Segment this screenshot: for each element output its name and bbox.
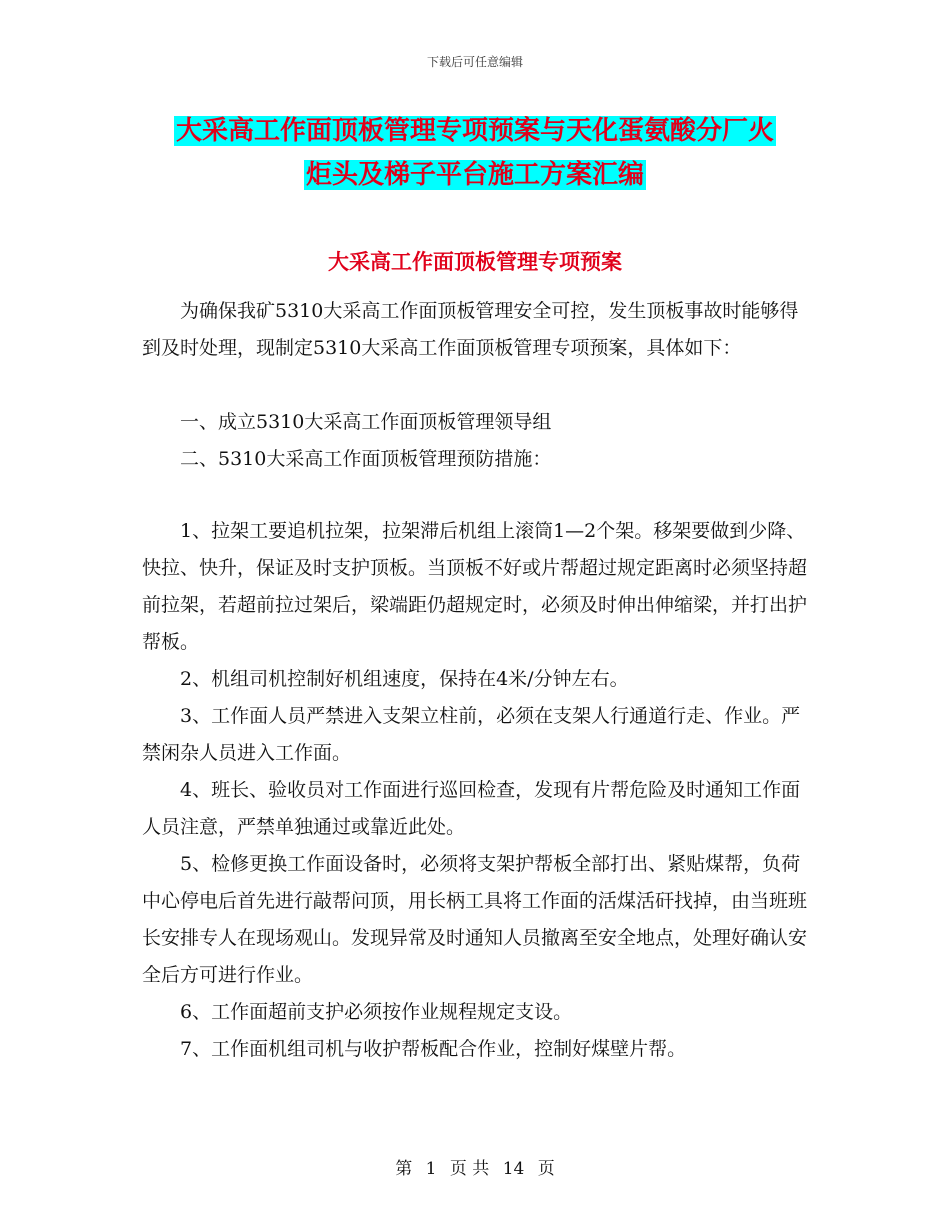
footer-suffix: 页 <box>537 1159 555 1179</box>
measures-list <box>142 513 810 1068</box>
measure-item-3: 3、工作面人员严禁进入支架立柱前，必须在支架人行通道行走、作业。严禁闲杂人员进入工作面。 <box>142 705 801 764</box>
page-footer <box>0 1154 950 1179</box>
measure-item-1: 1、拉架工要追机拉架，拉架滞后机组上滚筒1—2个架。移架要做到少降、快拉、快升，保证及时支护顶板。当顶板不好或片帮超过规定距离时必须坚持超前拉架，若超前拉过架后，梁端距仍超规定时，必须及时伸出伸缩梁，并打出护帮板。 <box>142 520 808 653</box>
title-text-1: 大采高工作面顶板管理专项预案与天化蛋氨酸分厂火 <box>175 116 774 146</box>
measure-item-5: 5、检修更换工作面设备时，必须将支架护帮板全部打出、紧贴煤帮，负荷中心停电后首先进行敲帮问顶，用长柄工具将工作面的活煤活矸找掉，由当班班长安排专人在现场观山。发现异常及时通知人员撤离至安全地点，处理好确认安全后方可进行作业。 <box>142 853 808 986</box>
title-text-2: 炬头及梯子平台施工方案汇编 <box>305 160 644 190</box>
intro-paragraph <box>142 293 810 367</box>
footer-page-number: 1 <box>425 1159 437 1179</box>
intro-text: 为确保我矿5310大采高工作面顶板管理安全可控，发生顶板事故时能够得到及时处理，现制定5310大采高工作面顶板管理专项预案，具体如下： <box>142 300 799 359</box>
measure-item-4: 4、班长、验收员对工作面进行巡回检查，发现有片帮危险及时通知工作面人员注意，严禁单独通过或靠近此处。 <box>142 779 801 838</box>
outline-list <box>142 404 810 478</box>
document-title-line-1 <box>0 111 950 151</box>
measure-item-2: 2、机组司机控制好机组速度，保持在4米/分钟左右。 <box>180 668 629 690</box>
measure-item-7: 7、工作面机组司机与收护帮板配合作业，控制好煤壁片帮。 <box>180 1038 687 1060</box>
measure-item-6: 6、工作面超前支护必须按作业规程规定支设。 <box>180 1001 573 1023</box>
header-note: 下载后可任意编辑 <box>426 55 523 69</box>
document-title-line-2 <box>0 155 950 195</box>
outline-item-1: 一、成立5310大采高工作面顶板管理领导组 <box>180 411 552 433</box>
footer-total-pages: 14 <box>502 1159 525 1179</box>
outline-item-2: 二、5310大采高工作面顶板管理预防措施： <box>180 448 552 470</box>
footer-prefix: 第 <box>395 1159 413 1179</box>
footer-mid: 页 共 <box>449 1159 490 1179</box>
section-title: 大采高工作面顶板管理专项预案 <box>328 250 622 274</box>
